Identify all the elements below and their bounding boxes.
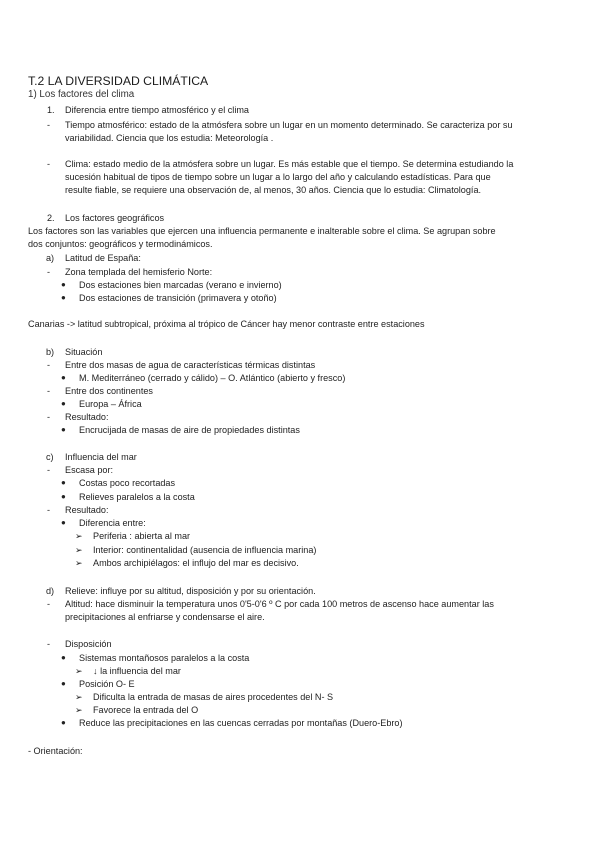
paragraph-line: variabilidad. Ciencia que los estudia: Meteorología .	[65, 133, 274, 143]
bullet-marker: ●	[61, 425, 66, 434]
list-item: Escasa por:	[65, 465, 114, 475]
list-item: Diferencia entre:	[79, 518, 146, 528]
list-item: Interior: continentalidad (ausencia de influencia marina)	[93, 545, 317, 555]
dash-marker: -	[47, 267, 51, 277]
list-item: Disposición	[65, 639, 112, 649]
list-letter: c)	[46, 452, 54, 462]
subsection-heading: Influencia del mar	[65, 452, 137, 462]
list-item: Ambos archipiélagos: el influjo del mar es decisivo.	[93, 558, 299, 568]
bullet-marker: ●	[61, 679, 66, 688]
list-item: M. Mediterráneo (cerrado y cálido) – O. Atlántico (abierto y fresco)	[79, 373, 346, 383]
list-item: ↓ la influencia del mar	[93, 666, 181, 676]
subsection-heading: Latitud de España:	[65, 253, 141, 263]
bullet-marker: ●	[61, 373, 66, 382]
paragraph-line: Canarias -> latitud subtropical, próxima al trópico de Cáncer hay menor contraste entre estaciones	[28, 319, 425, 329]
list-item: Periferia : abierta al mar	[93, 531, 191, 541]
dash-marker: -	[47, 386, 51, 396]
list-number: 2.	[47, 213, 55, 223]
paragraph-line: Los factores son las variables que ejercen una influencia permanente e inalterable sobre el clima. Se agrupan sobre	[28, 226, 496, 236]
dash-marker: -	[47, 360, 51, 370]
list-item: Resultado:	[65, 412, 109, 422]
list-item: Entre dos masas de agua de características térmicas distintas	[65, 360, 316, 370]
list-number: 1.	[47, 105, 55, 115]
dash-marker: -	[47, 120, 51, 130]
list-item: Relieves paralelos a la costa	[79, 492, 195, 502]
paragraph-line: Clima: estado medio de la atmósfera sobre un lugar. Es más estable que el tiempo. Se determina estudiando la	[65, 159, 514, 169]
list-item: Favorece la entrada del O	[93, 705, 199, 715]
section-heading: - Orientación:	[28, 746, 83, 756]
list-letter: b)	[46, 347, 55, 357]
subsection-heading: Relieve: influye por su altitud, disposición y por su orientación.	[65, 586, 316, 596]
list-item: Entre dos continentes	[65, 386, 153, 396]
list-item: Dos estaciones bien marcadas (verano e invierno)	[79, 280, 282, 290]
list-item: Dos estaciones de transición (primavera y otoño)	[79, 293, 277, 303]
list-item: Dificulta la entrada de masas de aires procedentes del N- S	[93, 692, 334, 702]
bullet-marker: ●	[61, 293, 66, 302]
list-item: Posición O- E	[79, 679, 135, 689]
list-item: Europa – África	[79, 399, 142, 409]
paragraph-line: Altitud: hace disminuir la temperatura unos 0'5-0'6 º C por cada 100 metros de ascenso hace aumentar las	[65, 599, 494, 609]
list-item: Resultado:	[65, 505, 109, 515]
list-item: Encrucijada de masas de aire de propiedades distintas	[79, 425, 300, 435]
list-item: Zona templada del hemisferio Norte:	[65, 267, 213, 277]
dash-marker: -	[47, 505, 51, 515]
dash-marker: -	[47, 639, 51, 649]
bullet-marker: ●	[61, 280, 66, 289]
bullet-marker: ●	[61, 478, 66, 487]
page-title: T.2 LA DIVERSIDAD CLIMÁTICA	[28, 74, 209, 88]
bullet-marker: ●	[61, 492, 66, 501]
dash-marker: -	[47, 412, 51, 422]
arrow-marker: ➢	[75, 545, 83, 555]
dash-marker: -	[47, 599, 51, 609]
arrow-marker: ➢	[75, 705, 83, 715]
bullet-marker: ●	[61, 653, 66, 662]
section-subtitle: 1) Los factores del clima	[28, 89, 135, 100]
paragraph-line: Tiempo atmosférico: estado de la atmósfera sobre un lugar en un momento determinado. Se caracteriza por su	[65, 120, 513, 130]
bullet-marker: ●	[61, 718, 66, 727]
paragraph-line: sucesión habitual de tipos de tiempo sobre un lugar a lo largo del año y calculando estadísticas. Para que	[65, 172, 491, 182]
paragraph-line: precipitaciones al enfriarse y condensarse el aire.	[65, 612, 265, 622]
list-item: Sistemas montañosos paralelos a la costa	[79, 653, 250, 663]
subsection-heading: Situación	[65, 347, 103, 357]
dash-marker: -	[47, 159, 51, 169]
arrow-marker: ➢	[75, 666, 83, 676]
arrow-marker: ➢	[75, 692, 83, 702]
list-item: Costas poco recortadas	[79, 478, 176, 488]
arrow-marker: ➢	[75, 531, 83, 541]
arrow-marker: ➢	[75, 558, 83, 568]
dash-marker: -	[47, 465, 51, 475]
paragraph-line: dos conjuntos: geográficos y termodinámicos.	[28, 239, 213, 249]
bullet-marker: ●	[61, 399, 66, 408]
bullet-marker: ●	[61, 518, 66, 527]
section-heading: Diferencia entre tiempo atmosférico y el clima	[65, 105, 249, 115]
list-item: Reduce las precipitaciones en las cuencas cerradas por montañas (Duero-Ebro)	[79, 718, 403, 728]
section-heading: Los factores geográficos	[65, 213, 165, 223]
list-letter: d)	[46, 586, 55, 596]
list-letter: a)	[46, 253, 55, 263]
paragraph-line: resulte fiable, se requiere una observación de, al menos, 30 años. Ciencia que lo estudia: Climatología.	[65, 185, 482, 195]
